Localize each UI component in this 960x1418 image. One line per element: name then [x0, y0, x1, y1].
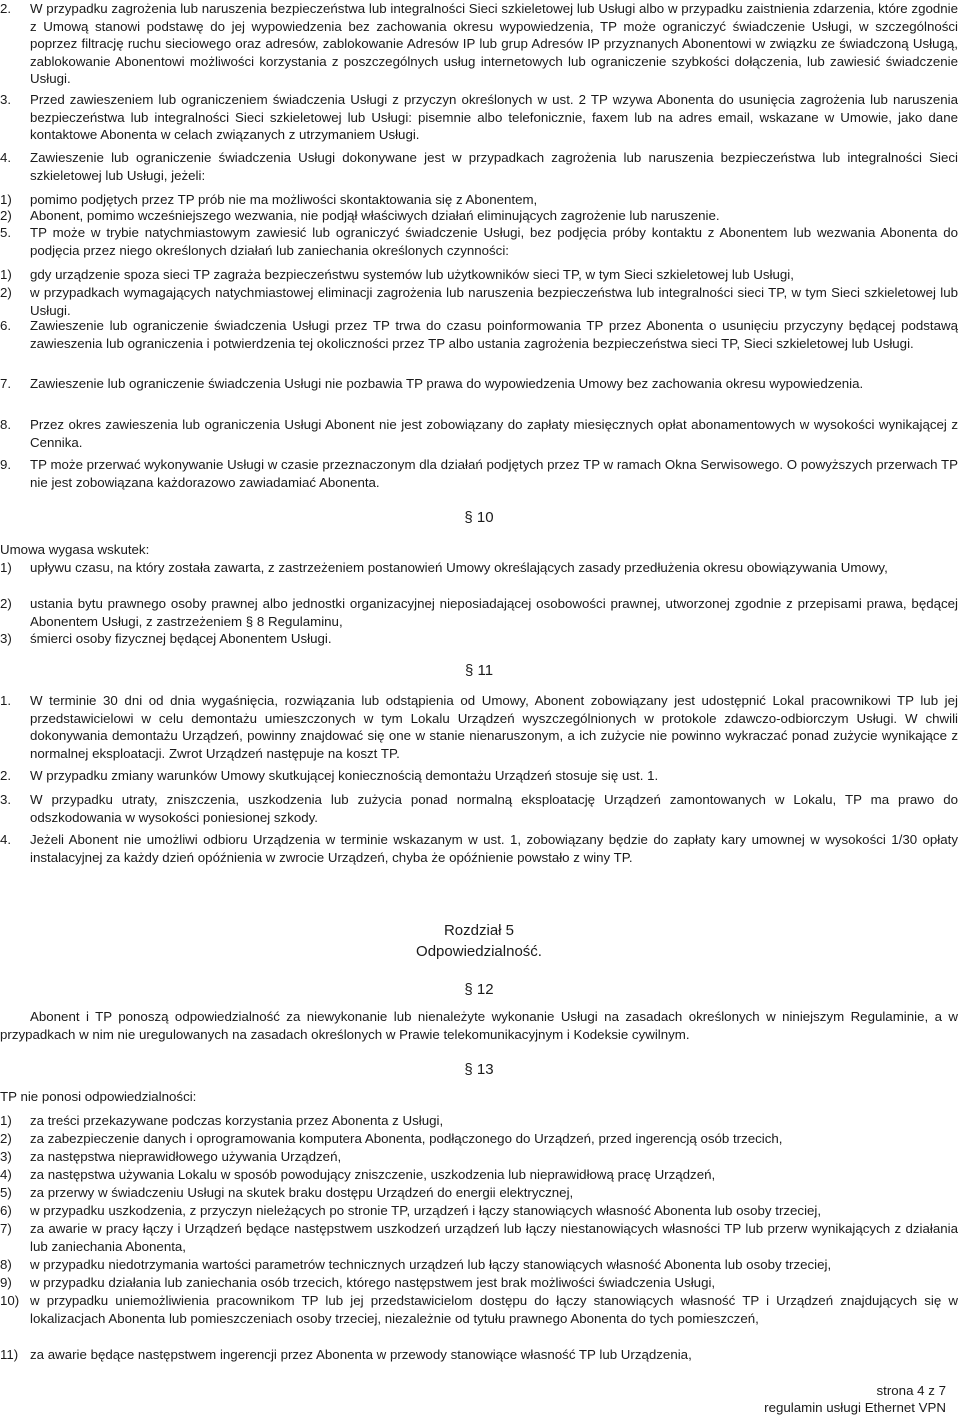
list-item [0, 791, 958, 826]
sub-item [0, 266, 958, 284]
item-number: 3. [0, 792, 12, 807]
item-text: Zawieszenie lub ograniczenie świadczenia Usługi nie pozbawia TP prawa do wypowiedzenia Umowy bez zachowania okresu wypowiedzenia. [30, 376, 864, 391]
list-item [0, 91, 958, 144]
sub-item [0, 191, 958, 209]
item-text: za awarie w pracy łączy i Urządzeń będące następstwem uszkodzeń urządzeń lub łączy niestanowiących własności TP lub przerw wynikających z działania lub zaniechania Abonenta, [30, 1221, 958, 1254]
item-text: TP może przerwać wykonywanie Usługi w czasie przeznaczonym dla działań podjętych przez TP w ramach Okna Serwisowego. O powyższych przerwach TP nie jest zobowiązana każdorazowo zawiadamiać Abonenta. [30, 457, 958, 490]
item-number: 1) [0, 267, 12, 282]
list-item [0, 1166, 958, 1184]
item-number: 9. [0, 457, 12, 472]
item-text: Jeżeli Abonent nie umożliwi odbioru Urządzenia w terminie wskazanym w ust. 1, zobowiązany będzie do zapłaty kary umownej w wysokości 1/30 opłaty instalacyjnej za każdy dzień opóźnienia w zwrocie Urządzeń, chyba że opóźnienie powstało z winy TP. [30, 832, 958, 865]
item-text: za przerwy w świadczeniu Usługi na skutek braku dostępu Urządzeń do energii elektrycznej, [30, 1185, 574, 1200]
item-text: za następstwa używania Lokalu w sposób powodujący zniszczenie, uszkodzenia lub nieprawidłową pracę Urządzeń, [30, 1167, 716, 1182]
list-item [0, 149, 958, 184]
item-text: za treści przekazywane podczas korzystania przez Abonenta z Usługi, [30, 1113, 444, 1128]
item-number: 4) [0, 1167, 12, 1182]
item-number: 10) [0, 1293, 20, 1308]
item-text: za następstwa nieprawidłowego używania Urządzeń, [30, 1149, 342, 1164]
list-item [0, 375, 958, 393]
item-text: upływu czasu, na który została zawarta, z zastrzeżeniem postanowień Umowy określających zasady przedłużenia okresu obowiązywania Umowy, [30, 560, 888, 575]
item-number: 5. [0, 225, 12, 240]
list-item [0, 559, 958, 577]
section-intro: TP nie ponosi odpowiedzialności: [0, 1089, 197, 1104]
item-number: 3. [0, 92, 12, 107]
item-number: 3) [0, 1149, 12, 1164]
item-number: 4. [0, 832, 12, 847]
section-heading: § 11 [464, 662, 494, 679]
item-text: Przez okres zawieszenia lub ograniczenia Usługi Abonent nie jest zobowiązany do zapłaty miesięcznych opłat abonamentowych w wysokości wynikającej z Cennika. [30, 417, 958, 450]
item-number: 8. [0, 417, 12, 432]
item-number: 6) [0, 1203, 12, 1218]
list-item [0, 1220, 958, 1255]
list-item [0, 692, 958, 762]
list-item [0, 1148, 958, 1166]
item-number: 6. [0, 318, 12, 333]
sub-item [0, 207, 958, 225]
list-item [0, 1292, 958, 1327]
item-number: 5) [0, 1185, 12, 1200]
item-number: 8) [0, 1257, 12, 1272]
item-text: W przypadku zmiany warunków Umowy skutkującej koniecznością demontażu Urządzeń stosuje się ust. 1. [30, 768, 659, 783]
item-number: 3) [0, 631, 12, 646]
item-number: 1) [0, 1113, 12, 1128]
item-number: 1) [0, 560, 12, 575]
list-item [0, 416, 958, 451]
item-text: Zawieszenie lub ograniczenie świadczenia Usługi przez TP trwa do czasu poinformowania TP przez Abonenta o usunięciu przyczyny będącej podstawą zawieszenia lub ograniczenia i potwierdzenia tej okoliczności przez TP albo ustania zagrożenia bezpieczeństwa sieci TP, Sieci szkieletowej lub Usługi. [30, 318, 958, 351]
item-number: 2. [0, 768, 12, 783]
list-item [0, 317, 958, 352]
chapter-title: Rozdział 5 [443, 922, 515, 939]
item-text: TP może w trybie natychmiastowym zawiesić lub ograniczyć świadczenie Usługi, bez podjęcia próby kontaktu z Abonentem lub wezwania Abonenta do podjęcia przez niego określonych działań lub zaniechania określonych czynności: [30, 225, 958, 258]
item-text: śmierci osoby fizycznej będącej Abonentem Usługi. [30, 631, 332, 646]
item-number: 2. [0, 1, 12, 16]
item-number: 11) [0, 1347, 19, 1362]
list-item [0, 1202, 958, 1220]
item-text: w przypadku uniemożliwienia pracownikom TP lub jej przedstawicielom dostępu do łączy stanowiących własność TP i Urządzeń znajdujących się w lokalizacjach Abonenta lub pomieszczeniach osoby trzeciej, niezależnie od tytułu prawnego Abonenta do tych pomieszczeń, [30, 1293, 958, 1326]
item-number: 1. [0, 693, 12, 708]
item-text: w przypadku niedotrzymania wartości parametrów technicznych urządzeń lub łączy stanowiących własność Abonenta lub osoby trzeciej, [30, 1257, 832, 1272]
list-item [0, 1112, 958, 1130]
item-number: 1) [0, 192, 12, 207]
list-item [0, 0, 958, 88]
list-item [0, 767, 958, 785]
item-text: za zabezpieczenie danych i oprogramowania komputera Abonenta, podłączonego do Urządzeń, przed ingerencją osób trzecich, [30, 1131, 783, 1146]
item-number: 2) [0, 285, 12, 300]
section-intro: Umowa wygasa wskutek: [0, 542, 150, 557]
section-12-text: Abonent i TP ponoszą odpowiedzialność za niewykonanie lub nienależyte wykonanie Usługi na zasadach określonych w niniejszym Regulaminie, a w przypadkach w nim nie uregulowanych na zasadach określonych w Prawie telekomunikacyjnym i Kodeksie cywilnym. [0, 1009, 958, 1042]
item-number: 7) [0, 1221, 12, 1236]
item-number: 4. [0, 150, 12, 165]
section-heading: § 13 [464, 1061, 494, 1078]
item-text: w przypadku uszkodzenia, z przyczyn nieleżących po stronie TP, urządzeń i łączy stanowiących własność Abonenta lub osoby trzeciej, [30, 1203, 822, 1218]
item-text: w przypadku działania lub zaniechania osób trzecich, którego następstwem jest brak możliwości świadczenia Usługi, [30, 1275, 716, 1290]
list-item [0, 456, 958, 491]
section-heading: § 10 [464, 509, 494, 526]
item-text: Przed zawieszeniem lub ograniczeniem świadczenia Usługi z przyczyn określonych w ust. 2 TP wzywa Abonenta do usunięcia zagrożenia lub naruszenia bezpieczeństwa lub integralności Sieci szkieletowej lub Usługi: pisemnie albo telefonicznie, faxem lub na adres email, wskazane w Umowie, jako dane kontaktowe Abonenta w celach związanych z utrzymaniem Usługi. [30, 92, 958, 143]
page-number: strona 4 z 7 [876, 1383, 946, 1398]
chapter-subtitle: Odpowiedzialność. [416, 943, 542, 960]
item-number: 2) [0, 1131, 12, 1146]
item-text: pomimo podjętych przez TP prób nie ma możliwości skontaktowania się z Abonentem, [30, 192, 538, 207]
list-item [0, 1346, 958, 1364]
item-text: gdy urządzenie spoza sieci TP zagraża bezpieczeństwu systemów lub użytkowników sieci TP, w tym Sieci szkieletowej lub Usługi, [30, 267, 794, 282]
list-item [0, 831, 958, 866]
document-name: regulamin usługi Ethernet VPN [764, 1400, 946, 1415]
item-text: W przypadku zagrożenia lub naruszenia bezpieczeństwa lub integralności Sieci szkieletowej lub Usługi albo w przypadku zaistnienia zdarzenia, które zgodnie z Umową stanowi podstawę do jej wypowiedzenia bez zachowania okresu wypowiedzenia, TP może ograniczyć świadczenie Usługi, w szczególności poprzez filtrację ruchu sieciowego oraz adresów, zablokowanie Adresów IP lub grup Adresów IP przyznanych Abonentowi w związku ze świadczoną Usługą, zablokowanie Abonentowi możliwości korzystania z poszczególnych usług internetowych lub ograniczenie szybkości dołączenia, lub zawiesić świadczenie Usługi. [30, 1, 958, 87]
item-text: Zawieszenie lub ograniczenie świadczenia Usługi dokonywane jest w przypadkach zagrożenia lub naruszenia bezpieczeństwa lub integralności Sieci szkieletowej lub Usługi, jeżeli: [30, 150, 958, 183]
item-text: W terminie 30 dni od dnia wygaśnięcia, rozwiązania lub odstąpienia od Umowy, Abonent zobowiązany jest udostępnić Lokal pracownikowi TP lub jej przedstawicielowi w celu demontażu umieszczonych w tym Lokalu Urządzeń wyszczególnionych w protokole zdawczo-odbiorczym Usługi. W chwili dokonywania demontażu Urządzeń, powinny znajdować się one w stanie nienaruszonym, a ich zużycie nie powinno wykraczać ponad zużycie wynikające z normalnej eksploatacji. Zwrot Urządzeń następuje na koszt TP. [30, 693, 958, 761]
list-item [0, 1274, 958, 1292]
item-text: za awarie będące następstwem ingerencji przez Abonenta w przewody stanowiące własność TP lub Urządzenia, [30, 1347, 692, 1362]
list-item [0, 1130, 958, 1148]
list-item [0, 1184, 958, 1202]
list-item [0, 630, 958, 648]
item-text: Abonent, pomimo wcześniejszego wezwania, nie podjął właściwych działań eliminujących zagrożenie lub naruszenie. [30, 208, 720, 223]
section-heading: § 12 [464, 981, 494, 998]
item-number: 2) [0, 208, 12, 223]
item-number: 2) [0, 596, 12, 611]
list-item [0, 224, 958, 259]
list-item [0, 1256, 958, 1274]
item-number: 9) [0, 1275, 12, 1290]
list-item [0, 595, 958, 630]
sub-item [0, 284, 958, 319]
item-text: w przypadkach wymagających natychmiastowej eliminacji zagrożenia lub naruszenia bezpieczeństwa lub integralności sieci TP, w tym Sieci szkieletowej lub Usługi. [30, 285, 958, 318]
item-text: ustania bytu prawnego osoby prawnej albo jednostki organizacyjnej nieposiadającej osobowości prawnej, utworzonej zgodnie z przepisami prawa, będącej Abonentem Usługi, z zastrzeżeniem § 8 Regulaminu, [30, 596, 958, 629]
item-text: W przypadku utraty, zniszczenia, uszkodzenia lub zużycia ponad normalną eksploatację Urządzeń zamontowanych w Lokalu, TP ma prawo do odszkodowania w wysokości poniesionej szkody. [30, 792, 958, 825]
item-number: 7. [0, 376, 12, 391]
